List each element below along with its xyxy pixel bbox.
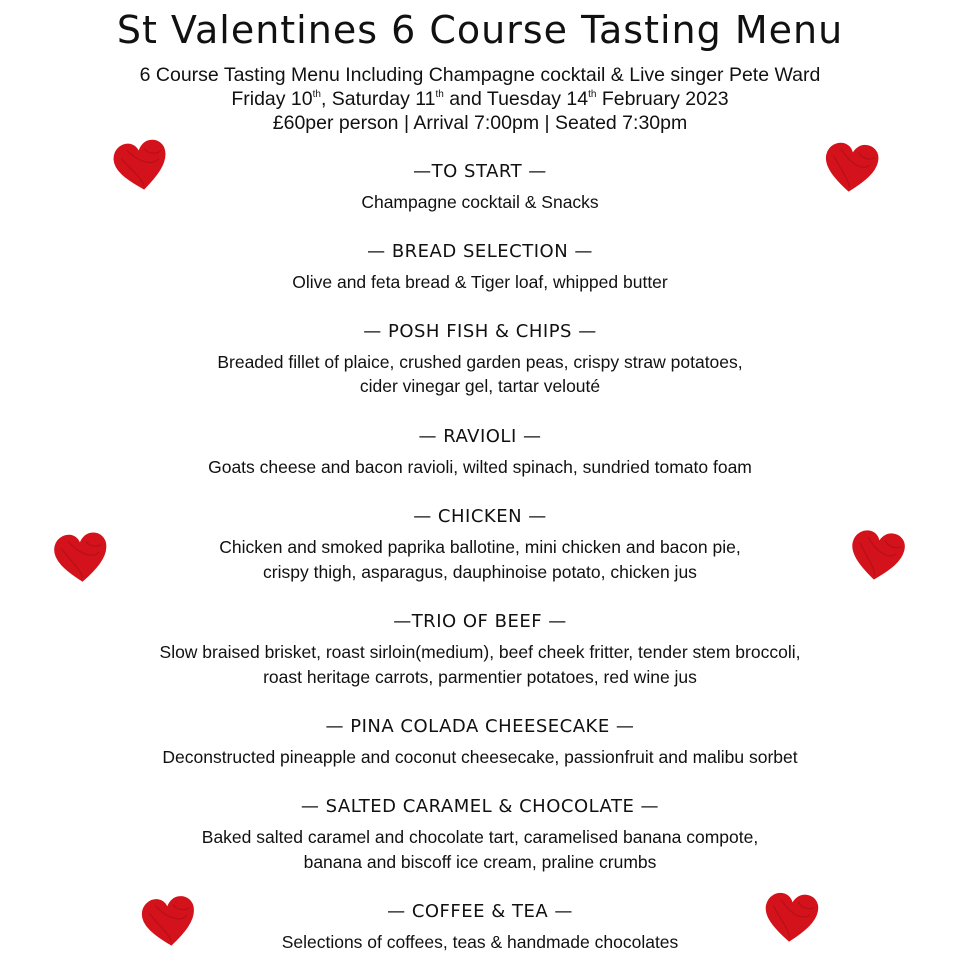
date-saturday-ordinal: th bbox=[435, 89, 444, 100]
date-tuesday-ordinal: th bbox=[588, 89, 597, 100]
date-month-year: February 2023 bbox=[596, 88, 729, 110]
course-desc-trio-of-beef-line1: Slow braised brisket, roast sirloin(medium), beef cheek fritter, tender stem broccoli, bbox=[159, 642, 801, 662]
date-friday: Friday 10 bbox=[231, 88, 313, 110]
course-heading-bread-selection: — BREAD SELECTION — bbox=[367, 241, 593, 262]
course-desc-coffee-tea-line1: Selections of coffees, teas & handmade chocolates bbox=[281, 932, 679, 952]
menu-subtitle-offer: 6 Course Tasting Menu Including Champagne cocktail & Live singer Pete Ward bbox=[139, 64, 821, 86]
menu-subtitle-price: £60per person | Arrival 7:00pm | Seated 7:30pm bbox=[272, 112, 688, 134]
red-heart-icon bbox=[819, 137, 883, 201]
date-saturday: , Saturday 11 bbox=[320, 88, 436, 110]
red-heart-icon bbox=[844, 524, 910, 590]
course-desc-posh-fish-chips-line2: cider vinegar gel, tartar velouté bbox=[359, 376, 601, 396]
red-heart-icon bbox=[137, 891, 201, 955]
menu-title: St Valentines 6 Course Tasting Menu bbox=[116, 8, 844, 52]
date-tuesday: and Tuesday 14 bbox=[443, 88, 589, 110]
course-desc-pina-colada-cheesecake-line1: Deconstructed pineapple and coconut cheesecake, passionfruit and malibu sorbet bbox=[162, 747, 798, 767]
red-heart-icon bbox=[760, 888, 823, 951]
course-heading-to-start: —TO START — bbox=[413, 161, 547, 182]
course-heading-coffee-tea: — COFFEE & TEA — bbox=[387, 901, 573, 922]
course-desc-ravioli-line1: Goats cheese and bacon ravioli, wilted spinach, sundried tomato foam bbox=[208, 457, 752, 477]
course-heading-chicken: — CHICKEN — bbox=[413, 506, 547, 527]
course-desc-to-start-line1: Champagne cocktail & Snacks bbox=[361, 192, 599, 212]
red-heart-icon bbox=[50, 528, 112, 590]
course-heading-pina-colada-cheesecake: — PINA COLADA CHEESECAKE — bbox=[325, 716, 635, 737]
course-heading-ravioli: — RAVIOLI — bbox=[418, 426, 542, 447]
course-desc-chicken-line2: crispy thigh, asparagus, dauphinoise potato, chicken jus bbox=[263, 562, 697, 582]
course-desc-trio-of-beef-line2: roast heritage carrots, parmentier potatoes, red wine jus bbox=[263, 667, 697, 687]
menu-subtitle-dates bbox=[0, 87, 960, 111]
course-heading-salted-caramel-chocolate: — SALTED CARAMEL & CHOCOLATE — bbox=[300, 796, 660, 817]
course-desc-bread-selection-line1: Olive and feta bread & Tiger loaf, whipped butter bbox=[292, 272, 668, 292]
course-heading-posh-fish-chips: — POSH FISH & CHIPS — bbox=[363, 321, 597, 342]
course-desc-salted-caramel-chocolate-line2: banana and biscoff ice cream, praline crumbs bbox=[303, 852, 657, 872]
course-heading-trio-of-beef: —TRIO OF BEEF — bbox=[393, 611, 567, 632]
course-desc-chicken-line1: Chicken and smoked paprika ballotine, mini chicken and bacon pie, bbox=[219, 537, 741, 557]
date-friday-ordinal: th bbox=[312, 89, 321, 100]
red-heart-icon bbox=[108, 134, 174, 200]
course-desc-salted-caramel-chocolate-line1: Baked salted caramel and chocolate tart, caramelised banana compote, bbox=[201, 827, 759, 847]
course-desc-posh-fish-chips-line1: Breaded fillet of plaice, crushed garden peas, crispy straw potatoes, bbox=[217, 352, 743, 372]
